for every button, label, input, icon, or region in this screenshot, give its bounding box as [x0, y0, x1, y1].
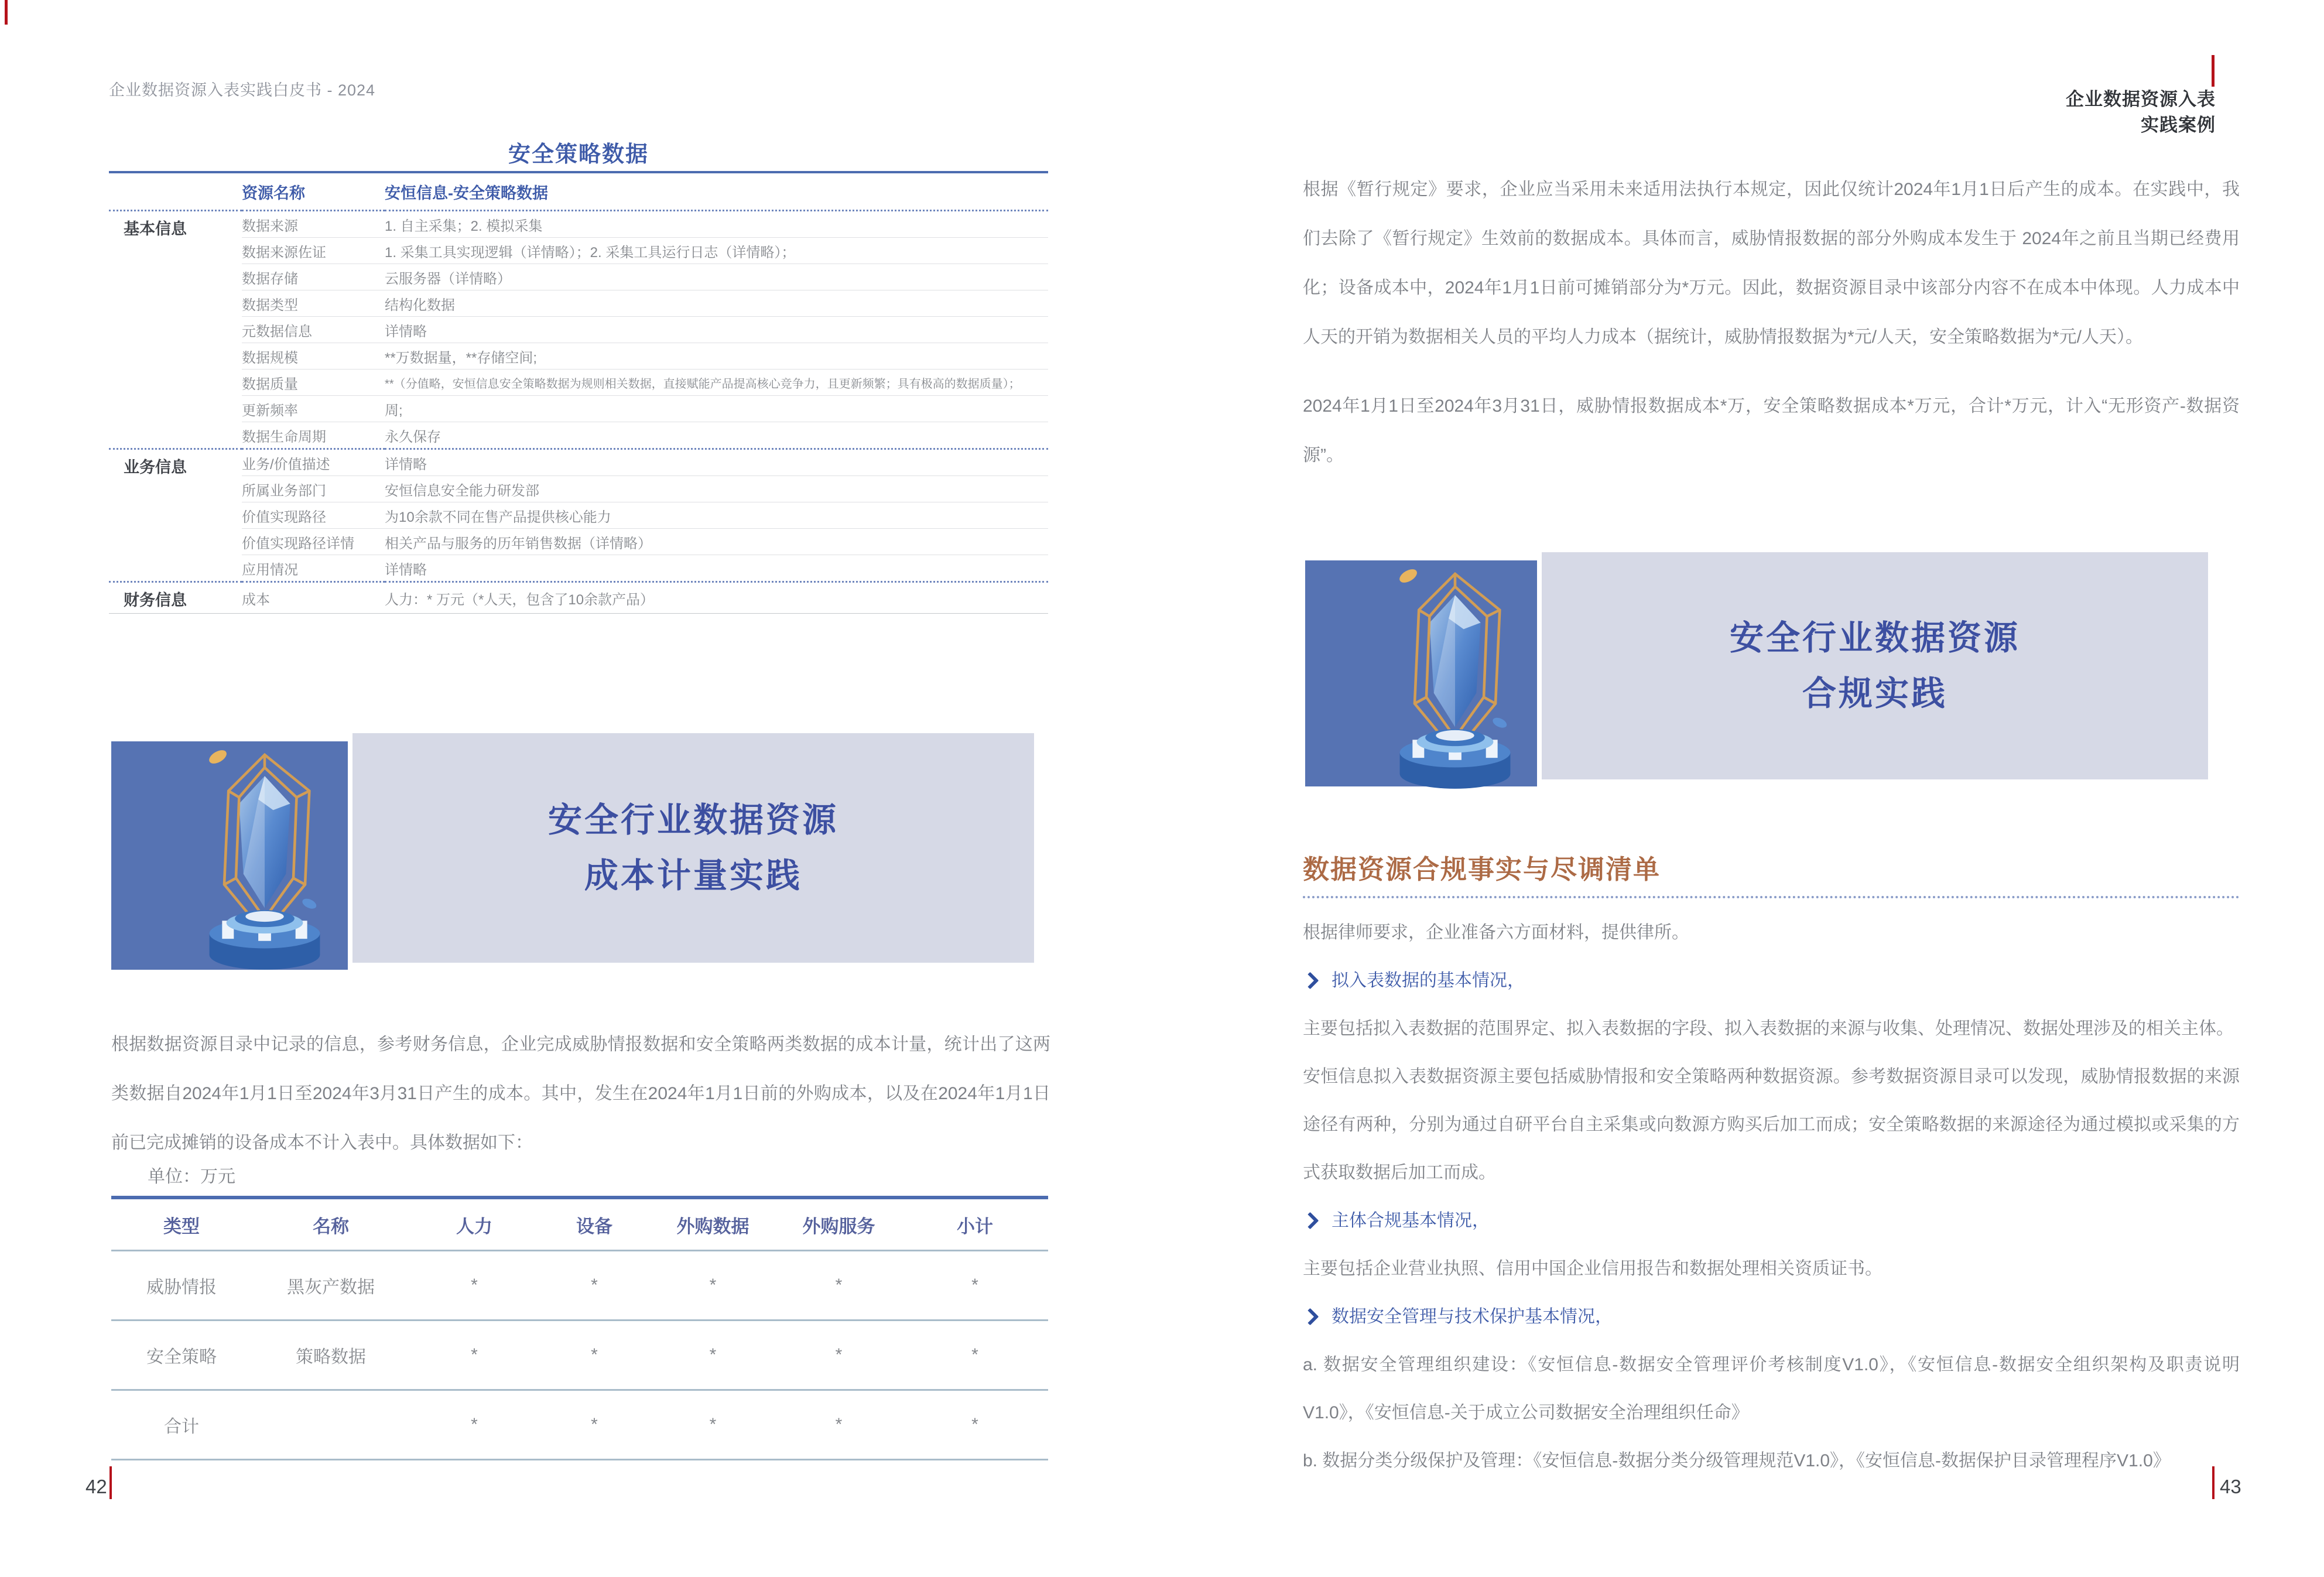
- table-row: [109, 502, 1048, 529]
- table-row: [111, 1251, 1048, 1321]
- running-header-right-line1: 企业数据资源入表: [2066, 89, 2216, 110]
- resource-name-value: 安恒信息-安全策略数据: [385, 172, 1048, 211]
- unit-label: 单位：万元: [148, 1167, 235, 1186]
- cost-table-header-row: [111, 1198, 1048, 1251]
- cost-measure-paragraph: 根据数据资源目录中记录的信息，参考财务信息，企业完成威胁情报数据和安全策略两类数据的成本计量，统计出了这两类数据自2024年1月1日至2024年3月31日产生的成本。其中，发生在2024年1月1日前的外购成本，以及在2024年1月1日前已完成摊销的设备成本不计入表中。具体数据如下：: [111, 1035, 1050, 1152]
- cell: *: [539, 1251, 650, 1321]
- row-label: 数据存储: [242, 264, 385, 290]
- table-row: [109, 343, 1048, 370]
- section-heading-divider: [1303, 896, 2240, 898]
- row-value: **（分值略，安恒信息安全策略数据为规则相关数据，直接赋能产品提高核心竞争力，且更新频繁；具有极高的数据质量）；: [385, 370, 1048, 396]
- col-header: 小计: [902, 1198, 1048, 1251]
- cell: *: [410, 1390, 539, 1460]
- paragraph: a. 数据安全管理组织建设：《安恒信息-数据安全管理评价考核制度V1.0》，《安恒信息-数据安全组织架构及职责说明V1.0》，《安恒信息-关于成立公司数据安全治理组织任命》: [1303, 1355, 2240, 1422]
- checklist-item-label: 主体合规基本情况，: [1332, 1211, 1490, 1230]
- row-value: 相关产品与服务的历年销售数据（详情略）: [385, 529, 1048, 555]
- chevron-right-icon: [1302, 971, 1319, 989]
- paragraph: 根据《暂行规定》要求，企业应当采用未来适用法执行本规定，因此仅统计2024年1月1日后产生的成本。在实践中，我们去除了《暂行规定》生效前的数据成本。具体而言，威胁情报数据的部分外购成本发生于 2024年之前且当期已经费用化；设备成本中，2024年1月1日前可摊销部分为*万元。因此，数据资源目录中该部分内容不在成本中体现。人力成本中人天的开销为数据相关人员的平均人力成本（据统计，威胁情报数据为*元/人天，安全策略数据为*元/人天）。: [1303, 180, 2240, 347]
- table-row: [109, 582, 1048, 614]
- cell: 安全策略: [111, 1321, 252, 1390]
- header-red-mark: [2212, 55, 2215, 87]
- cell: *: [539, 1321, 650, 1390]
- group-label: 基本信息: [124, 220, 187, 238]
- cell: 威胁情报: [111, 1251, 252, 1321]
- row-label: 业务/价值描述: [242, 456, 330, 473]
- cell: *: [776, 1390, 902, 1460]
- table-row: [111, 1321, 1048, 1390]
- cell: [252, 1390, 410, 1460]
- row-value: 1. 自主采集；2. 模拟采集: [385, 218, 543, 234]
- row-value: 详情略: [385, 317, 1048, 343]
- gem-trophy-icon: [148, 725, 382, 980]
- col-header: 设备: [539, 1198, 650, 1251]
- row-label: 数据生命周期: [242, 422, 385, 449]
- banner-title: [352, 733, 1034, 963]
- table-row: [109, 317, 1048, 343]
- cell: 黑灰产数据: [252, 1251, 410, 1321]
- paragraph: 主要包括拟入表数据的范围界定、拟入表数据的字段、拟入表数据的来源与收集、处理情况、数据处理涉及的相关主体。: [1303, 1019, 2234, 1038]
- col-header: 人力: [410, 1198, 539, 1251]
- section-heading: 数据资源合规事实与尽调清单: [1303, 854, 1661, 884]
- chapter-banner-cost: [109, 733, 1034, 970]
- cell: *: [410, 1251, 539, 1321]
- row-value: 1. 采集工具实现逻辑（详情略）；2. 采集工具运行日志（详情略）；: [385, 238, 1048, 264]
- cell: *: [650, 1390, 776, 1460]
- running-header-right-line2: 实践案例: [2141, 115, 2216, 135]
- resource-group-business-info: [109, 449, 1048, 582]
- banner-title: [1542, 552, 2208, 779]
- row-label: 价值实现路径: [242, 502, 385, 529]
- col-header: 外购服务: [776, 1198, 902, 1251]
- chevron-right-icon: [1302, 1212, 1319, 1229]
- table-row: [111, 1390, 1048, 1460]
- paragraph: 安恒信息拟入表数据资源主要包括威胁情报和安全策略两种数据资源。参考数据资源目录可以发现，威胁情报数据的来源途径有两种，分别为通过自研平台自主采集或向数源方购买后加工而成；安全策略数据的来源途径为通过模拟或采集的方式获取数据后加工而成。: [1303, 1067, 2240, 1182]
- resource-table-title: 安全策略数据: [508, 142, 649, 167]
- row-value: 云服务器（详情略）: [385, 264, 1048, 290]
- row-label: 更新频率: [242, 396, 385, 422]
- banner-title-line1: 安全行业数据资源: [1729, 619, 2020, 657]
- table-row: [109, 555, 1048, 582]
- row-label: 数据来源: [242, 218, 298, 234]
- row-label: 数据规模: [242, 343, 385, 370]
- cost-discussion: [1303, 165, 2240, 500]
- table-row: [109, 449, 1048, 476]
- cost-table: [111, 1196, 1048, 1460]
- cell: *: [776, 1251, 902, 1321]
- chapter-banner-compliance: [1303, 552, 2208, 785]
- banner-title-line2: 成本计量实践: [584, 857, 802, 895]
- checklist-item-label: 数据安全管理与技术保护基本情况，: [1332, 1307, 1613, 1326]
- group-label: 业务信息: [124, 459, 187, 476]
- page-number: 43: [2220, 1476, 2241, 1497]
- resource-group-finance-info: [109, 582, 1048, 614]
- paragraph: 根据律师要求，企业准备六方面材料，提供律所。: [1303, 923, 1689, 942]
- row-value: 安恒信息安全能力研发部: [385, 476, 1048, 502]
- cell: *: [410, 1321, 539, 1390]
- table-row: [109, 238, 1048, 264]
- col-header: 外购数据: [650, 1198, 776, 1251]
- cell: *: [650, 1321, 776, 1390]
- row-label: 所属业务部门: [242, 476, 385, 502]
- cell: *: [902, 1251, 1048, 1321]
- paragraph: b. 数据分类分级保护及管理：《安恒信息-数据分类分级管理规范V1.0》，《安恒信息-数据保护目录管理程序V1.0》: [1303, 1451, 2171, 1470]
- table-row: [109, 422, 1048, 449]
- row-label: 数据质量: [242, 370, 385, 396]
- row-value: 详情略: [385, 555, 1048, 582]
- row-label: 价值实现路径详情: [242, 529, 385, 555]
- row-label: 成本: [242, 591, 270, 608]
- table-row: [109, 370, 1048, 396]
- banner-title-line2: 合规实践: [1802, 675, 1947, 713]
- table-row: [109, 529, 1048, 555]
- table-row: [109, 476, 1048, 502]
- gem-trophy-icon: [1338, 544, 1572, 799]
- paragraph: 主要包括企业营业执照、信用中国企业信用报告和数据处理相关资质证书。: [1303, 1259, 1883, 1278]
- banner-title-line1: 安全行业数据资源: [547, 801, 838, 839]
- cell: *: [902, 1321, 1048, 1390]
- cell: *: [902, 1390, 1048, 1460]
- checklist-item-label: 拟入表数据的基本情况，: [1332, 971, 1525, 990]
- group-label: 财务信息: [124, 591, 187, 609]
- resource-catalog-table: [109, 171, 1048, 614]
- row-label: 数据类型: [242, 290, 385, 317]
- row-value: **万数据量，**存储空间;: [385, 343, 1048, 370]
- cost-table-container: [111, 1196, 1048, 1460]
- table-row: [109, 264, 1048, 290]
- row-value: 详情略: [385, 456, 427, 473]
- col-header: 名称: [252, 1198, 410, 1251]
- cell: 合计: [111, 1390, 252, 1460]
- cell: *: [776, 1321, 902, 1390]
- resource-table-container: [109, 171, 1048, 614]
- page-corner-red-mark: [5, 0, 8, 25]
- table-row: [109, 290, 1048, 317]
- row-label: 数据来源佐证: [242, 238, 385, 264]
- compliance-checklist: [1303, 909, 2240, 1485]
- cell: *: [539, 1390, 650, 1460]
- cell: 策略数据: [252, 1321, 410, 1390]
- row-label: 应用情况: [242, 555, 385, 582]
- row-value: 为10余款不同在售产品提供核心能力: [385, 502, 1048, 529]
- row-label: 元数据信息: [242, 317, 385, 343]
- row-value: 人力：* 万元（*人天，包含了10余款产品）: [385, 591, 655, 608]
- resource-name-label: 资源名称: [242, 172, 385, 211]
- running-header-right: [2066, 87, 2216, 138]
- cell: *: [650, 1251, 776, 1321]
- row-value: 永久保存: [385, 422, 1048, 449]
- page-number: 42: [85, 1476, 107, 1497]
- row-value: 结构化数据: [385, 290, 1048, 317]
- page-right: [1162, 0, 2324, 1577]
- running-header-left: 企业数据资源入表实践白皮书 - 2024: [109, 81, 376, 99]
- chevron-right-icon: [1302, 1308, 1319, 1325]
- resource-group-basic-info: [109, 211, 1048, 449]
- table-row: [109, 396, 1048, 422]
- row-value: 周;: [385, 396, 1048, 422]
- paragraph: 2024年1月1日至2024年3月31日，威胁情报数据成本*万，安全策略数据成本*万元，合计*万元，计入“无形资产-数据资源”。: [1303, 396, 2240, 465]
- checklist-item: [1303, 957, 2240, 1005]
- checklist-item: [1303, 1197, 2240, 1245]
- footer-red-mark: [2212, 1466, 2215, 1499]
- resource-table-header-row: [109, 172, 1048, 211]
- checklist-item: [1303, 1293, 2240, 1341]
- table-row: [109, 211, 1048, 238]
- footer-red-mark: [109, 1466, 112, 1499]
- resource-table-header-spacer: [109, 172, 242, 211]
- col-header: 类型: [111, 1198, 252, 1251]
